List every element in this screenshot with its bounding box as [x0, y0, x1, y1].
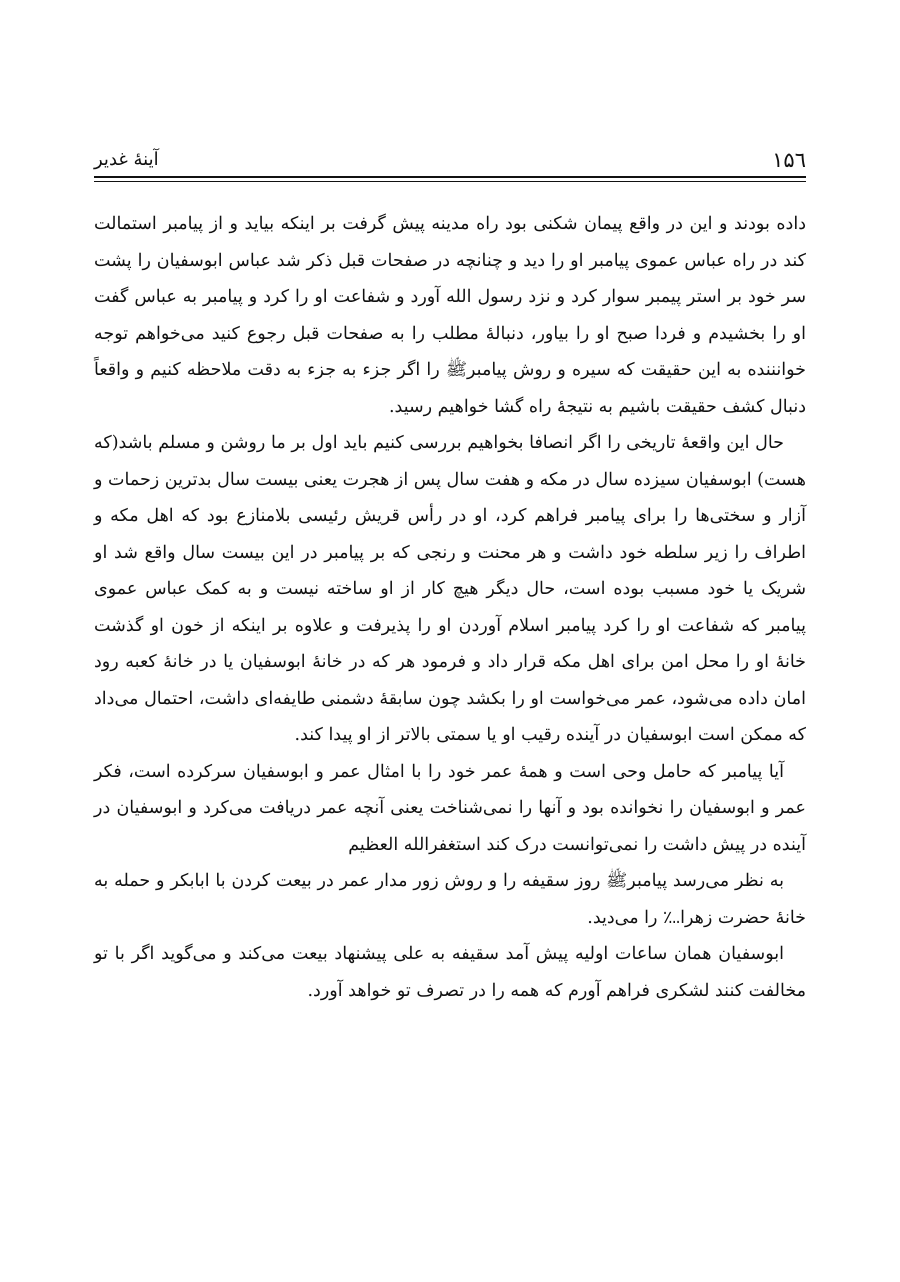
header-rule-thick: [94, 176, 806, 178]
body-text: [94, 206, 806, 1009]
paragraph-3: آیا پیامبر که حامل وحی است و همۀ عمر خود را با امثال عمر و ابوسفیان سرکرده است، فکر عمر و ابوسفیان را نخوانده بود و آنها را نمی‌شناخت یعنی آنچه عمر دریافت می‌کرد و ابوسفیان در آینده در پیش داشت را نمی‌توانست درک کند استغفرالله العظیم: [94, 761, 806, 855]
book-title: آینۀ غدیر: [94, 149, 159, 170]
paragraph-2: حال این واقعۀ تاریخی را اگر انصافا بخواهیم بررسی کنیم باید اول بر ما روشن و مسلم باشد(که هست) ابوسفیان سیزده سال در مکه و هفت سال پس از هجرت یعنی بیست سال بدترین زحمات و آزار و سختی‌ها را برای پیامبر فراهم کرد، او در رأس قریش رئیسی بلامنازع بود که اهل مکه و اطراف را زیر سلطه خود داشت و هر محنت و رنجی که بر پیامبر در این بیست سال واقع شد او شریک یا خود مسبب بوده است، حال دیگر هیچ کار از او ساخته نیست و به کمک عباس عموی پیامبر که شفاعت او را کرد پیامبر اسلام آوردن او را پذیرفت و علاوه بر اینکه از خون او گذشت خانۀ او را محل امن برای اهل مکه قرار داد و فرمود هر که در خانۀ ابوسفیان یا در خانۀ کعبه رود امان داده می‌شود، عمر می‌خواست او را بکشد چون سابقۀ دشمنی طایفه‌ای داشت، احتمال می‌داد که ممکن است ابوسفیان در آینده رقیب او یا سمتی بالاتر از او پیدا کند.: [94, 433, 806, 745]
paragraph-4: به نظر می‌رسد پیامبرﷺ روز سقیفه را و روش زور مدار عمر در بیعت کردن با ابابکر و حمله به خانۀ حضرت زهرا؊ را می‌دید.: [94, 871, 806, 928]
paragraph-1: داده بودند و این در واقع پیمان شکنی بود راه مدینه پیش گرفت بر اینکه بیاید و از پیامبر استمالت کند در راه عباس عموی پیامبر او را دید و چنانچه در صفحات قبل ذکر شد عباس ابوسفیان را پشت سر خود بر استر پیمبر سوار کرد و نزد رسول الله آورد و شفاعت او را کرد و پیامبر به عباس گفت او را بخشیدم و فردا صبح او را بیاور، دنبالۀ مطلب را به صفحات قبل رجوع کنید می‌خواهم توجه خوانننده به این حقیقت که سیره و روش پیامبرﷺ را اگر جزء به جزء به دقت ملاحظه کنیم و واقعاً دنبال کشف حقیقت باشیم به نتیجۀ راه گشا خواهیم رسید.: [94, 214, 806, 417]
paragraph-5: ابوسفیان همان ساعات اولیه پیش آمد سقیفه به علی پیشنهاد بیعت می‌کند و می‌گوید اگر با تو مخالفت کنند لشکری فراهم آورم که همه را در تصرف تو خواهد آورد.: [94, 944, 806, 1001]
running-header: [94, 146, 806, 180]
header-rule-thin: [94, 181, 806, 182]
page-number: ۱۵٦: [772, 148, 806, 172]
